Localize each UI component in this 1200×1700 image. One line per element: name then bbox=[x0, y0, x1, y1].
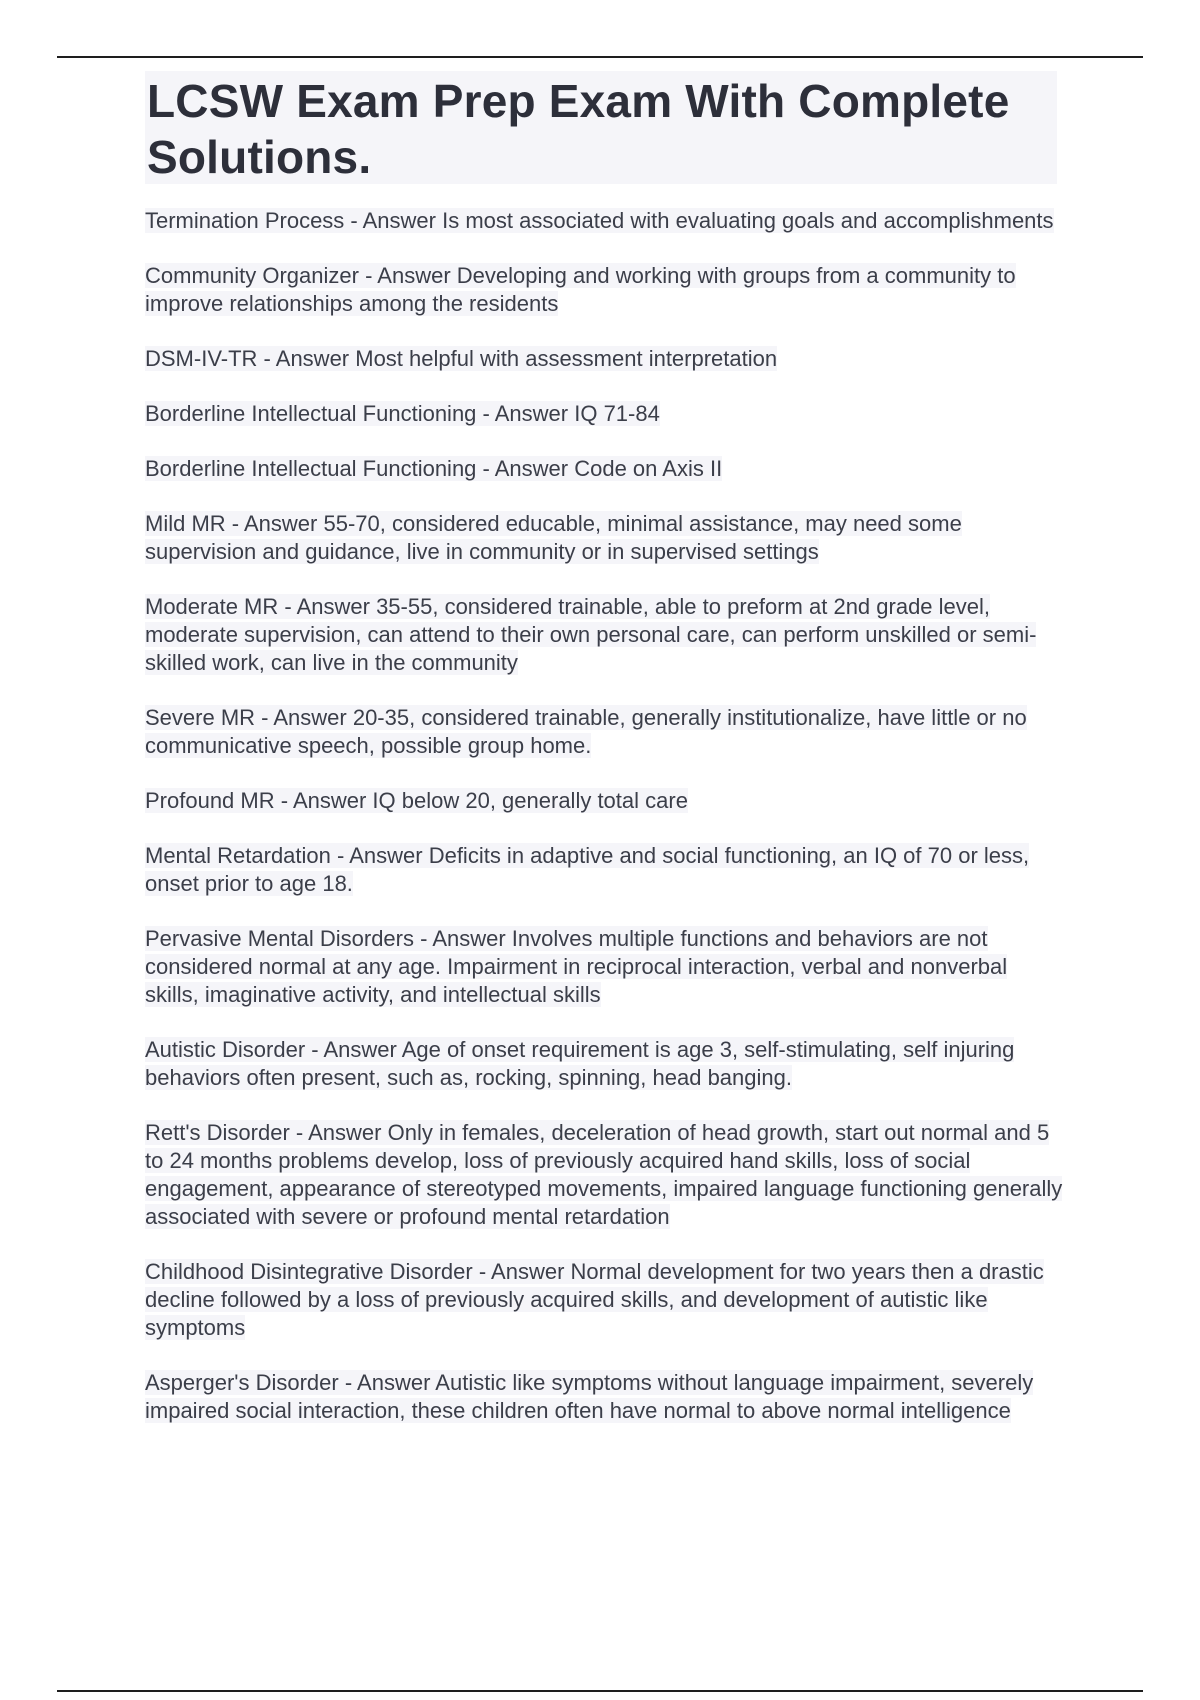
qa-item bbox=[145, 1258, 1065, 1342]
qa-item bbox=[145, 593, 1065, 677]
qa-item bbox=[145, 345, 1065, 373]
top-rule bbox=[57, 56, 1143, 58]
qa-list bbox=[145, 207, 1065, 1452]
qa-item bbox=[145, 925, 1065, 1009]
page-title: LCSW Exam Prep Exam With Complete Solutions. bbox=[147, 75, 1010, 183]
qa-item bbox=[145, 262, 1065, 318]
qa-text: Termination Process - Answer Is most associated with evaluating goals and accomplishments bbox=[145, 208, 1054, 233]
qa-text: Community Organizer - Answer Developing and working with groups from a community to improve relationships among the residents bbox=[145, 263, 1016, 316]
qa-text: Severe MR - Answer 20-35, considered trainable, generally institutionalize, have little or no communicative speech, possible group home. bbox=[145, 705, 1027, 758]
qa-item bbox=[145, 207, 1065, 235]
qa-text: Moderate MR - Answer 35-55, considered trainable, able to preform at 2nd grade level, moderate supervision, can attend to their own personal care, can perform unskilled or semi-skilled work, can live in the community bbox=[145, 594, 1037, 675]
qa-item bbox=[145, 1369, 1065, 1425]
qa-item bbox=[145, 455, 1065, 483]
qa-item bbox=[145, 1119, 1065, 1231]
qa-text: Pervasive Mental Disorders - Answer Involves multiple functions and behaviors are not considered normal at any age. Impairment in reciprocal interaction, verbal and nonverbal skills, imaginative activity, and intellectual skills bbox=[145, 926, 1008, 1007]
qa-item bbox=[145, 510, 1065, 566]
qa-item bbox=[145, 787, 1065, 815]
qa-text: Asperger's Disorder - Answer Autistic like symptoms without language impairment, severely impaired social interaction, these children often have normal to above normal intelligence bbox=[145, 1370, 1034, 1423]
qa-item bbox=[145, 400, 1065, 428]
qa-text: Mental Retardation - Answer Deficits in adaptive and social functioning, an IQ of 70 or less, onset prior to age 18. bbox=[145, 843, 1030, 896]
title-block bbox=[145, 71, 1057, 184]
qa-text: Profound MR - Answer IQ below 20, generally total care bbox=[145, 788, 688, 813]
qa-text: Borderline Intellectual Functioning - Answer Code on Axis II bbox=[145, 456, 723, 481]
qa-item bbox=[145, 1036, 1065, 1092]
qa-item bbox=[145, 842, 1065, 898]
qa-text: DSM-IV-TR - Answer Most helpful with assessment interpretation bbox=[145, 346, 778, 371]
qa-text: Autistic Disorder - Answer Age of onset requirement is age 3, self-stimulating, self injuring behaviors often present, such as, rocking, spinning, head banging. bbox=[145, 1037, 1015, 1090]
bottom-rule bbox=[57, 1690, 1143, 1692]
qa-text: Mild MR - Answer 55-70, considered educable, minimal assistance, may need some supervision and guidance, live in community or in supervised settings bbox=[145, 511, 962, 564]
qa-item bbox=[145, 704, 1065, 760]
qa-text: Borderline Intellectual Functioning - Answer IQ 71-84 bbox=[145, 401, 660, 426]
qa-text: Rett's Disorder - Answer Only in females, deceleration of head growth, start out normal and 5 to 24 months problems develop, loss of previously acquired hand skills, loss of social engagement, appearance of stereotyped movements, impaired language functioning generally associated with severe or profound mental retardation bbox=[145, 1120, 1063, 1229]
qa-text: Childhood Disintegrative Disorder - Answer Normal development for two years then a drastic decline followed by a loss of previously acquired skills, and development of autistic like symptoms bbox=[145, 1259, 1044, 1340]
